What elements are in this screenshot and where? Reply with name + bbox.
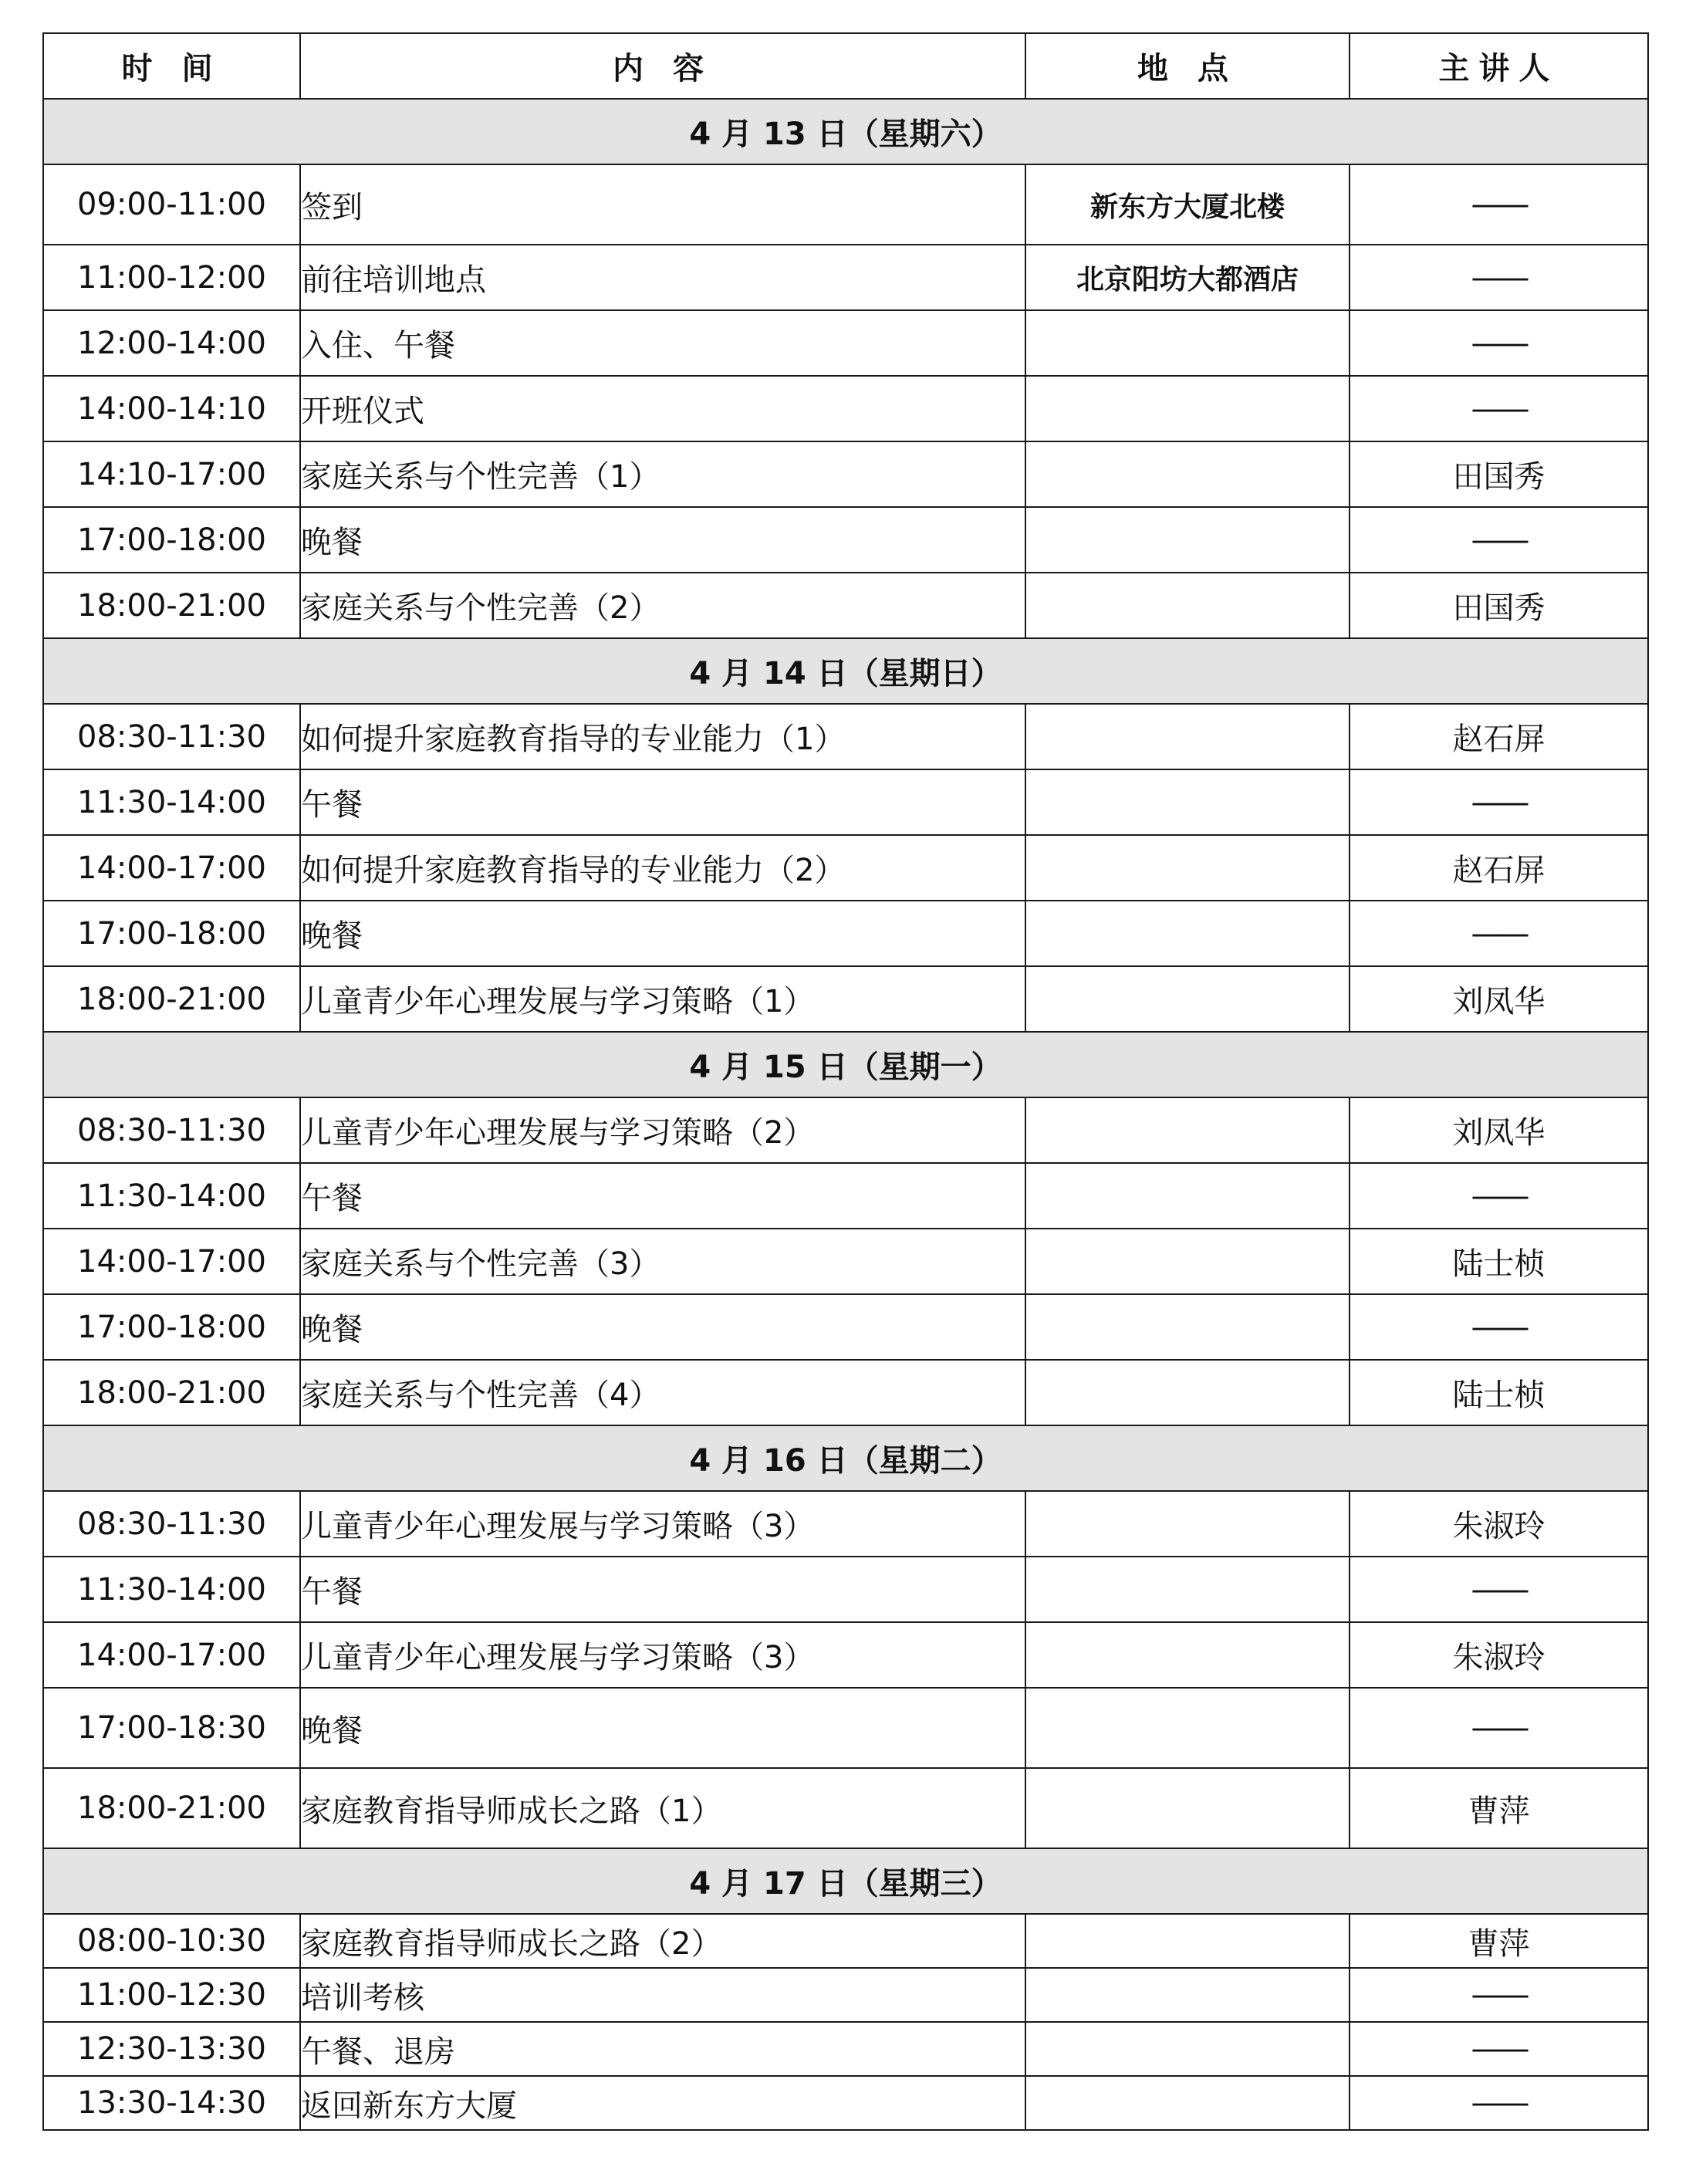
day-header-row	[43, 1848, 1648, 1914]
day-label: 4 月 17 日（星期三）	[43, 1848, 1648, 1914]
time-cell: 11:30-14:00	[43, 1557, 300, 1622]
table-row	[43, 1491, 1648, 1557]
table-row	[43, 1914, 1648, 1968]
speaker-cell: 刘凤华	[1350, 966, 1648, 1032]
table-row	[43, 310, 1648, 376]
speaker-cell: 曹萍	[1350, 1768, 1648, 1848]
content-cell: 家庭教育指导师成长之路（1）	[300, 1768, 1025, 1848]
schedule-table	[42, 32, 1649, 2131]
speaker-cell: ——	[1350, 1294, 1648, 1360]
speaker-cell: ——	[1350, 310, 1648, 376]
place-cell	[1025, 310, 1350, 376]
table-row	[43, 1097, 1648, 1163]
content-cell: 儿童青少年心理发展与学习策略（3）	[300, 1622, 1025, 1688]
content-cell: 午餐、退房	[300, 2022, 1025, 2076]
speaker-cell: ——	[1350, 1163, 1648, 1229]
time-cell: 17:00-18:30	[43, 1688, 300, 1768]
speaker-cell: ——	[1350, 2022, 1648, 2076]
time-cell: 14:00-17:00	[43, 1622, 300, 1688]
place-cell	[1025, 1914, 1350, 1968]
table-row	[43, 1968, 1648, 2022]
day-label: 4 月 13 日（星期六）	[43, 99, 1648, 164]
place-cell	[1025, 507, 1350, 573]
time-cell: 14:00-17:00	[43, 1229, 300, 1294]
place-cell	[1025, 573, 1350, 638]
place-cell	[1025, 2076, 1350, 2130]
speaker-cell: 刘凤华	[1350, 1097, 1648, 1163]
time-cell: 12:00-14:00	[43, 310, 300, 376]
place-cell	[1025, 1968, 1350, 2022]
time-cell: 12:30-13:30	[43, 2022, 300, 2076]
time-cell: 17:00-18:00	[43, 901, 300, 966]
day-header-row	[43, 638, 1648, 704]
place-cell	[1025, 1557, 1350, 1622]
place-cell	[1025, 835, 1350, 901]
speaker-cell: ——	[1350, 1688, 1648, 1768]
day-label: 4 月 16 日（星期二）	[43, 1425, 1648, 1491]
header-content: 内 容	[300, 33, 1025, 99]
content-cell: 家庭关系与个性完善（1）	[300, 441, 1025, 507]
speaker-cell: 陆士桢	[1350, 1360, 1648, 1425]
content-cell: 晚餐	[300, 1688, 1025, 1768]
speaker-cell: 朱淑玲	[1350, 1622, 1648, 1688]
content-cell: 开班仪式	[300, 376, 1025, 441]
content-cell: 返回新东方大厦	[300, 2076, 1025, 2130]
speaker-cell: 田国秀	[1350, 573, 1648, 638]
place-cell: 北京阳坊大都酒店	[1025, 245, 1350, 310]
speaker-cell: ——	[1350, 164, 1648, 245]
header-speaker: 主讲人	[1350, 33, 1648, 99]
table-row	[43, 2076, 1648, 2130]
place-cell	[1025, 769, 1350, 835]
time-cell: 08:30-11:30	[43, 704, 300, 769]
speaker-cell: 赵石屏	[1350, 835, 1648, 901]
content-cell: 家庭关系与个性完善（4）	[300, 1360, 1025, 1425]
place-cell	[1025, 1768, 1350, 1848]
table-row	[43, 1360, 1648, 1425]
content-cell: 午餐	[300, 1557, 1025, 1622]
content-cell: 儿童青少年心理发展与学习策略（2）	[300, 1097, 1025, 1163]
time-cell: 14:10-17:00	[43, 441, 300, 507]
content-cell: 晚餐	[300, 1294, 1025, 1360]
time-cell: 17:00-18:00	[43, 507, 300, 573]
time-cell: 08:30-11:30	[43, 1097, 300, 1163]
table-row	[43, 769, 1648, 835]
place-cell	[1025, 1491, 1350, 1557]
table-row	[43, 966, 1648, 1032]
place-cell	[1025, 1622, 1350, 1688]
speaker-cell: 陆士桢	[1350, 1229, 1648, 1294]
time-cell: 17:00-18:00	[43, 1294, 300, 1360]
speaker-cell: ——	[1350, 901, 1648, 966]
content-cell: 晚餐	[300, 901, 1025, 966]
place-cell	[1025, 966, 1350, 1032]
table-row	[43, 573, 1648, 638]
time-cell: 11:30-14:00	[43, 769, 300, 835]
table-row	[43, 1768, 1648, 1848]
time-cell: 18:00-21:00	[43, 1360, 300, 1425]
day-header-row	[43, 1425, 1648, 1491]
speaker-cell: ——	[1350, 507, 1648, 573]
header-place: 地 点	[1025, 33, 1350, 99]
content-cell: 午餐	[300, 769, 1025, 835]
table-row	[43, 1229, 1648, 1294]
place-cell	[1025, 1360, 1350, 1425]
speaker-cell: 朱淑玲	[1350, 1491, 1648, 1557]
content-cell: 培训考核	[300, 1968, 1025, 2022]
content-cell: 家庭关系与个性完善（3）	[300, 1229, 1025, 1294]
table-row	[43, 704, 1648, 769]
time-cell: 14:00-17:00	[43, 835, 300, 901]
table-row	[43, 1163, 1648, 1229]
day-header-row	[43, 1032, 1648, 1097]
table-row	[43, 164, 1648, 245]
place-cell	[1025, 901, 1350, 966]
speaker-cell: ——	[1350, 2076, 1648, 2130]
place-cell	[1025, 376, 1350, 441]
place-cell	[1025, 2022, 1350, 2076]
time-cell: 13:30-14:30	[43, 2076, 300, 2130]
place-cell	[1025, 441, 1350, 507]
place-cell	[1025, 1688, 1350, 1768]
time-cell: 14:00-14:10	[43, 376, 300, 441]
time-cell: 18:00-21:00	[43, 966, 300, 1032]
time-cell: 18:00-21:00	[43, 573, 300, 638]
speaker-cell: ——	[1350, 1557, 1648, 1622]
content-cell: 晚餐	[300, 507, 1025, 573]
time-cell: 08:30-11:30	[43, 1491, 300, 1557]
content-cell: 家庭教育指导师成长之路（2）	[300, 1914, 1025, 1968]
place-cell	[1025, 1294, 1350, 1360]
speaker-cell: 曹萍	[1350, 1914, 1648, 1968]
day-label: 4 月 14 日（星期日）	[43, 638, 1648, 704]
content-cell: 前往培训地点	[300, 245, 1025, 310]
content-cell: 签到	[300, 164, 1025, 245]
speaker-cell: 田国秀	[1350, 441, 1648, 507]
table-row	[43, 1688, 1648, 1768]
speaker-cell: 赵石屏	[1350, 704, 1648, 769]
day-label: 4 月 15 日（星期一）	[43, 1032, 1648, 1097]
place-cell: 新东方大厦北楼	[1025, 164, 1350, 245]
time-cell: 11:00-12:30	[43, 1968, 300, 2022]
speaker-cell: ——	[1350, 1968, 1648, 2022]
content-cell: 如何提升家庭教育指导的专业能力（1）	[300, 704, 1025, 769]
content-cell: 入住、午餐	[300, 310, 1025, 376]
table-row	[43, 1294, 1648, 1360]
content-cell: 家庭关系与个性完善（2）	[300, 573, 1025, 638]
time-cell: 18:00-21:00	[43, 1768, 300, 1848]
header-time: 时 间	[43, 33, 300, 99]
place-cell	[1025, 1163, 1350, 1229]
content-cell: 儿童青少年心理发展与学习策略（3）	[300, 1491, 1025, 1557]
table-row	[43, 2022, 1648, 2076]
content-cell: 儿童青少年心理发展与学习策略（1）	[300, 966, 1025, 1032]
speaker-cell: ——	[1350, 376, 1648, 441]
time-cell: 09:00-11:00	[43, 164, 300, 245]
time-cell: 11:00-12:00	[43, 245, 300, 310]
time-cell: 08:00-10:30	[43, 1914, 300, 1968]
place-cell	[1025, 1229, 1350, 1294]
table-row	[43, 1557, 1648, 1622]
table-row	[43, 835, 1648, 901]
content-cell: 如何提升家庭教育指导的专业能力（2）	[300, 835, 1025, 901]
table-row	[43, 507, 1648, 573]
day-header-row	[43, 99, 1648, 164]
place-cell	[1025, 1097, 1350, 1163]
header-row	[43, 33, 1648, 99]
table-row	[43, 1622, 1648, 1688]
place-cell	[1025, 704, 1350, 769]
speaker-cell: ——	[1350, 769, 1648, 835]
time-cell: 11:30-14:00	[43, 1163, 300, 1229]
table-row	[43, 441, 1648, 507]
speaker-cell: ——	[1350, 245, 1648, 310]
table-row	[43, 901, 1648, 966]
table-row	[43, 376, 1648, 441]
content-cell: 午餐	[300, 1163, 1025, 1229]
table-row	[43, 245, 1648, 310]
